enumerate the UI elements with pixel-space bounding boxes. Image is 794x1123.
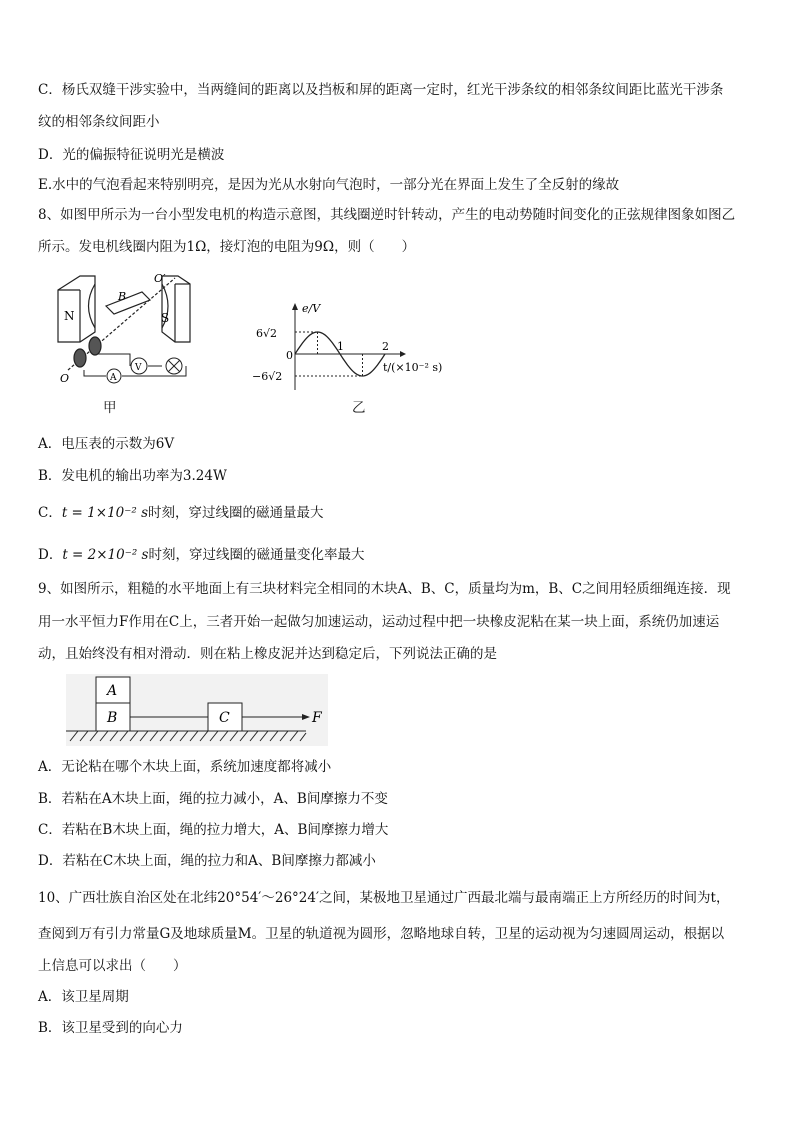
figure-jia-caption: 甲 (103, 400, 117, 416)
q9-stem-line3: 动，且始终没有相对滑动．则在粘上橡皮泥并达到稳定后，下列说法正确的是 (38, 646, 497, 662)
y-axis-label: e/V (302, 302, 321, 315)
q8-option-d (38, 545, 364, 565)
q8-stem-text-a: 所示。发电机线圈内阻为 (38, 239, 187, 255)
emf-time-chart (250, 300, 450, 395)
ammeter-label: A (110, 373, 117, 383)
block-c-label: C (219, 710, 230, 726)
y-tick-positive: 6√2 (256, 327, 278, 340)
q10-stem-line1 (38, 888, 729, 908)
q8-option-a-value: 6V (155, 436, 175, 452)
x-tick-1: 1 (337, 340, 344, 353)
q7-option-c-line2: 纹的相邻条纹间距小 (38, 114, 160, 130)
q10-stem-text-b: 之间，某极地卫星通过广西最北端与最南端正上方所经历的时间为t， (319, 890, 730, 906)
q8-option-c-prefix: C． (38, 505, 62, 521)
x-axis-label: t/(×10⁻² s) (383, 361, 443, 374)
figure-yi-caption: 乙 (352, 400, 366, 416)
q10-stem-line2: 查阅到万有引力常量G及地球质量M。卫星的轨道视为圆形，忽略地球自转，卫星的运动视为匀速圆周运动，根据以 (38, 926, 725, 942)
voltmeter-label: V (135, 363, 142, 373)
magnet-s-label: S (161, 311, 170, 325)
q8-stem-line1: 8、如图甲所示为一台小型发电机的构造示意图，其线圈逆时针转动，产生的电动势随时间变化的正弦规律图象如图乙 (38, 207, 736, 223)
q8-stem-text-b: ，接灯泡的电阻为 (206, 239, 315, 255)
q9-option-d: D．若粘在C木块上面，绳的拉力和A、B间摩擦力都减小 (38, 853, 376, 869)
blocks-diagram (66, 674, 328, 746)
axis-o-label: O (60, 372, 70, 385)
q8-stem-text-c: ，则（ ） (334, 239, 416, 255)
q9-stem-line1: 9、如图所示，粗糙的水平地面上有三块材料完全相同的木块A、B、C，质量均为m，B、C之间用轻质细绳连接．现 (38, 581, 731, 597)
q8-option-c-time: t = 1×10⁻² s (61, 505, 148, 521)
q10-stem-text-a: 10、广西壮族自治区处在北纬 (38, 890, 218, 906)
block-b-label: B (107, 710, 118, 726)
q9-option-c: C．若粘在B木块上面，绳的拉力增大，A、B间摩擦力增大 (38, 822, 389, 838)
q10-latitude-range: 20°54′～26°24′ (217, 890, 320, 906)
q8-option-b-value: 3.24W (182, 468, 227, 484)
magnet-n-label: N (64, 309, 75, 323)
y-axis-arrow-icon (292, 303, 298, 310)
q8-stem-line2 (38, 237, 415, 257)
force-f-label: F (312, 710, 322, 726)
q8-bulb-resistance: 9Ω (314, 239, 335, 255)
origin-label: 0 (286, 349, 293, 362)
q8-option-b-text: B．发电机的输出功率为 (38, 468, 183, 484)
q8-option-a-text: A．电压表的示数为 (38, 436, 156, 452)
x-tick-2: 2 (382, 340, 389, 353)
q10-option-b: B．该卫星受到的向心力 (38, 1020, 183, 1036)
q7-option-c-line1: C．杨氏双缝干涉实验中，当两缝间的距离以及挡板和屏的距离一定时，红光干涉条纹的相邻条纹间距比蓝光干涉条 (38, 82, 724, 98)
block-a-label: A (107, 683, 118, 699)
axis-o-prime-label: O′ (154, 272, 166, 285)
q9-option-a: A．无论粘在哪个木块上面，系统加速度都将减小 (38, 759, 332, 775)
q7-option-e: E.水中的气泡看起来特别明亮，是因为光从水射向气泡时，一部分光在界面上发生了全反射的缘故 (38, 177, 620, 193)
magnet-S-icon (162, 276, 190, 342)
q8-option-c-text: 时刻，穿过线圈的磁通量最大 (148, 505, 324, 521)
q7-option-d: D．光的偏振特征说明光是横波 (38, 147, 225, 163)
q8-option-d-text: 时刻，穿过线圈的磁通量变化率最大 (148, 547, 365, 563)
q8-option-d-time: t = 2×10⁻² s (62, 547, 149, 563)
q8-option-d-prefix: D． (38, 547, 63, 563)
bulb-icon (166, 358, 182, 374)
generator-diagram (50, 270, 200, 395)
y-tick-negative: −6√2 (252, 370, 283, 383)
q9-option-b: B．若粘在A木块上面，绳的拉力减小，A、B间摩擦力不变 (38, 791, 388, 807)
coil-b-label: B (118, 290, 127, 303)
x-axis-arrow-icon (400, 351, 406, 357)
q9-stem-line2: 用一水平恒力F作用在C上，三者开始一起做匀加速运动，运动过程中把一块橡皮泥粘在某一块上面，系统仍加速运 (38, 614, 720, 630)
q10-stem-line3: 上信息可以求出（ ） (38, 958, 187, 974)
q8-option-a (38, 434, 174, 454)
q10-option-a: A．该卫星周期 (38, 989, 129, 1005)
q8-internal-resistance: 1Ω (186, 239, 207, 255)
q8-option-b (38, 466, 227, 486)
q8-option-c (38, 503, 324, 523)
